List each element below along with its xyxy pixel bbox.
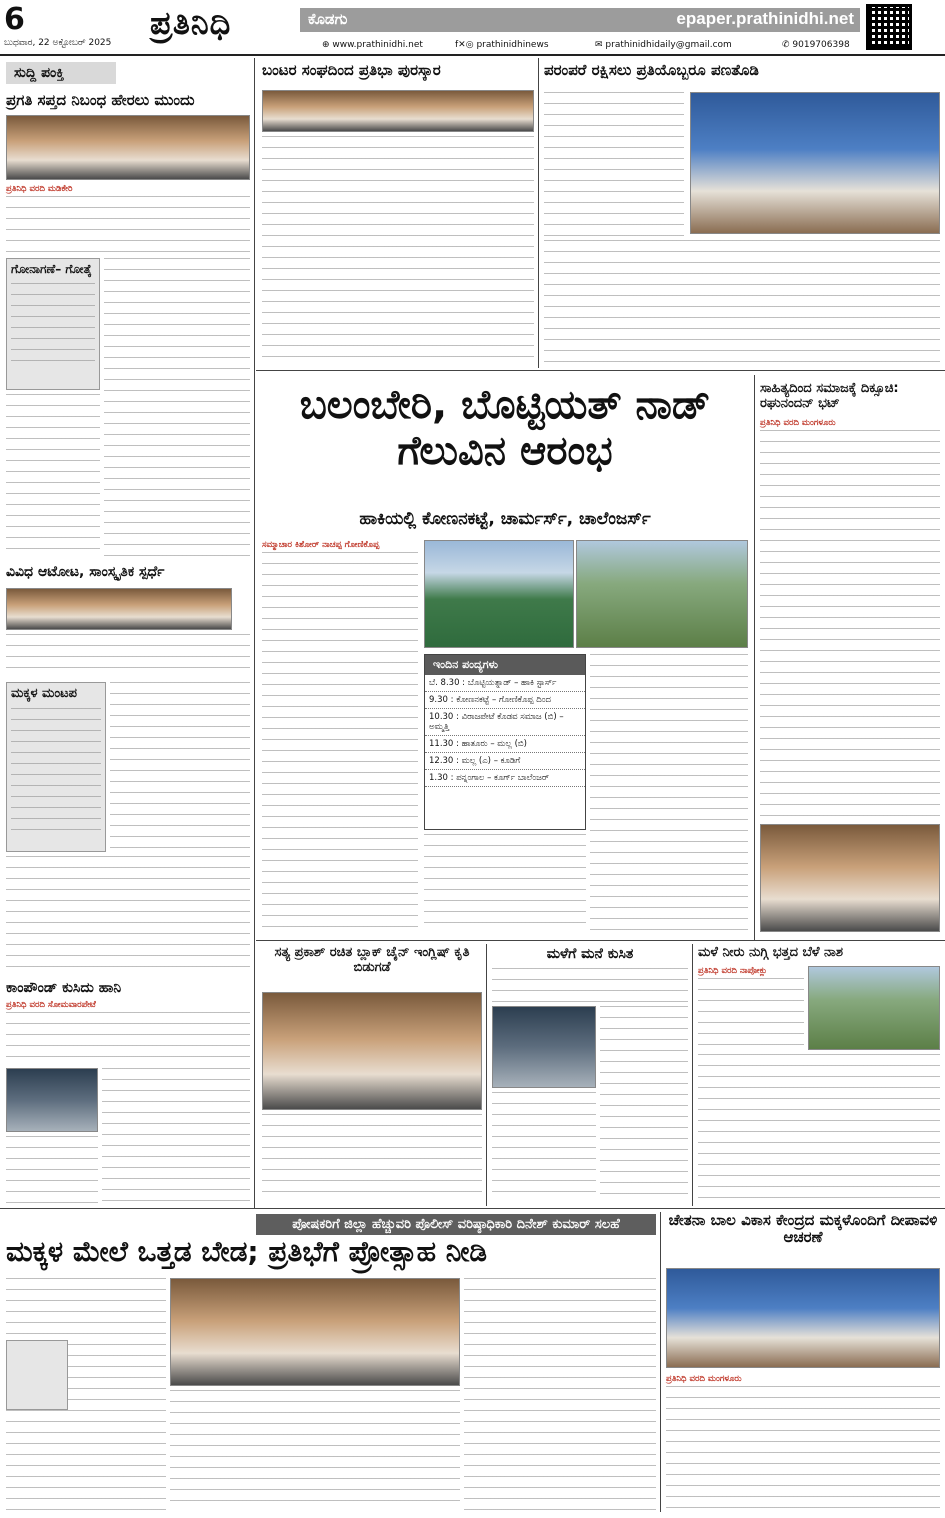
page-number: 6 [4,2,25,37]
story3-photo [6,1068,98,1132]
crop-loss-photo [808,966,940,1050]
website-link[interactable]: ⊕ www.prathinidhi.net [322,40,423,50]
lead-photo-left [424,540,574,648]
kids-box-title: ಮಕ್ಕಳ ಮಂಟಪ [11,686,77,701]
story3-headline[interactable]: ಕಾಂಪೌಂಡ್ ಕುಸಿದು ಹಾನಿ [6,980,122,996]
house-collapse-photo [492,1006,596,1088]
deepavali-photo [666,1268,940,1368]
story2-headline[interactable]: ವಿವಿಧ ಆಟೋಟ, ಸಾಂಸ್ಕೃತಿಕ ಸ್ಪರ್ಧೆ [6,564,165,580]
right-story-headline[interactable]: ಸಾಹಿತ್ಯದಿಂದ ಸಮಾಜಕ್ಕೆ ದಿಕ್ಸೂಚಿ: ರಘುನಂದನ್ ಭಟ್ [760,381,899,411]
lead-headline[interactable]: ಬಲಂಬೇರಿ, ಬೊಟ್ಟಿಯತ್ ನಾಡ್ ಗೆಲುವಿನ ಆರಂಭ [299,382,711,474]
crop-loss-byline: ಪ್ರತಿನಿಧಿ ವರದಿ ನಾಪೋಕ್ಲು [698,966,768,976]
fixture-item: 1.30 : ಪನ್ನಂಗಾಲ – ಕೂರ್ಗ್ ಬಾಲೆಂಜರ್ [425,770,585,787]
right-story-byline: ಪ್ರತಿನಿಧಿ ವರದಿ ಮಂಗಳೂರು [760,418,836,428]
fixture-item: 11.30 : ಹಾತೂರು – ಮಲ್ಲ (ಬಿ) [425,736,585,753]
deepavali-headline[interactable]: ಚೇತನಾ ಬಾಲ ವಿಕಾಸ ಕೇಂದ್ರದ ಮಕ್ಕಳೊಂದಿಗೆ ದೀಪಾವಳಿ ಆಚರಣೆ [668,1211,938,1247]
deepavali-byline: ಪ್ರತಿನಿಧಿ ವರದಿ ಮಂಗಳೂರು [666,1374,742,1384]
masthead [0,0,945,56]
issue-date: ಬುಧವಾರ, 22 ಅಕ್ಟೋಬರ್ 2025 [4,38,112,48]
story1-byline: ಪ್ರತಿನಿಧಿ ವರದಿ ಮಡಿಕೇರಿ [6,184,73,194]
quote-box [6,1340,68,1410]
book-release-photo [262,992,482,1110]
house-collapse-headline[interactable]: ಮಳೆಗೆ ಮನೆ ಕುಸಿತ [546,946,634,962]
section-badge: ಸುದ್ದಿ ಪಂಕ್ತಿ [6,62,116,84]
fixture-item: ಬೆ. 8.30 : ಬೊಟ್ಟಿಯತ್ನಾಡ್ – ಹಾಕಿ ಸ್ಟಾರ್ಸ್ [425,675,585,692]
phone-number: ✆ 9019706398 [782,40,850,50]
qr-code-icon[interactable] [866,4,912,50]
kids-corner-box [6,682,106,852]
bunt-story-photo [262,90,534,132]
epaper-url[interactable]: epaper.prathinidhi.net [660,8,860,32]
sidebar-title: ಗೋನಾಗಣೆ– ಗೋತ್ಕೆ [11,262,92,276]
story3-byline: ಪ್ರತಿನಿಧಿ ವರದಿ ಸೋಮವಾರಪೇಟೆ [6,1000,96,1010]
newspaper-logo: ಪ್ರತಿನಿಧಿ [150,4,232,42]
bottom-banner: ಪೋಷಕರಿಗೆ ಜಿಲ್ಲಾ ಹೆಚ್ಚುವರಿ ಪೊಲೀಸ್ ವರಿಷ್ಠಾಧಿಕಾರಿ ದಿನೇಶ್ ಕುಮಾರ್ ಸಲಹೆ [256,1214,656,1235]
story2-photo [6,588,232,630]
bunt-story-headline[interactable]: ಬಂಟರ ಸಂಘದಿಂದ ಪ್ರತಿಭಾ ಪುರಸ್ಕಾರ [262,61,441,79]
lead-subhead: ಹಾಕಿಯಲ್ಲಿ ಕೋಣನಕಟ್ಟೆ, ಚಾರ್ಮರ್ಸ್, ಚಾಲೆಂಜರ್ಸ್ [359,509,651,529]
tradition-story-headline[interactable]: ಪರಂಪರೆ ರಕ್ಷಿಸಲು ಪ್ರತಿಯೊಬ್ಬರೂ ಪಣತೊಡಿ [544,61,759,79]
fixtures-title: ಇಂದಿನ ಪಂದ್ಯಗಳು [425,655,585,675]
fixture-item: 12.30 : ಮಲ್ಲ (ಎ) – ಕೂಡಿಗೆ [425,753,585,770]
story1-photo [6,115,250,180]
fixtures-box [424,654,586,830]
story1-headline[interactable]: ಪ್ರಗತಿ ಸಪ್ತದ ನಿಬಂಧ ಹೇರಲು ಮುಂದು [6,91,195,109]
fixtures-list [425,675,585,787]
bottom-headline[interactable]: ಮಕ್ಕಳ ಮೇಲೆ ಒತ್ತಡ ಬೇಡ; ಪ್ರತಿಭೆಗೆ ಪ್ರೋತ್ಸಾಹ ನೀಡಿ [6,1235,488,1268]
crop-loss-headline[interactable]: ಮಳೆ ನೀರು ನುಗ್ಗಿ ಭತ್ತದ ಬೆಳೆ ನಾಶ [698,945,843,960]
tradition-story-photo [690,92,940,234]
social-handle[interactable]: f✕◎ prathinidhinews [455,40,549,50]
fixture-item: 9.30 : ಕೋಣನಕಟ್ಟೆ – ಗೋಣಿಕೊಪ್ಪ ದಿಂದ [425,692,585,709]
right-story-photo [760,824,940,932]
book-release-headline[interactable]: ಸತ್ಯ ಪ್ರಕಾಶ್ ರಚಿತ ಬ್ಲಾಕ್ ಚೈನ್ ಇಂಗ್ಲಿಷ್ ಕೃತಿ ಬಿಡುಗಡೆ [274,945,470,975]
lead-photo-right [576,540,748,648]
lead-byline: ಸಮ್ಮಾಚಾರ ಕಿಶೋರ್ ನಾಚಪ್ಪ ಗೋಣಿಕೊಪ್ಪ [262,540,380,550]
fixture-item: 10.30 : ವಿರಾಜಪೇಟೆ ಕೊಡವ ಸಮಾಜ (ಬಿ) – ಅಮ್ಮತ್ತಿ [425,709,585,736]
sidebar-box [6,258,100,390]
district-label: ಕೊಡಗು [300,8,660,32]
bottom-photo [170,1278,460,1386]
email-link[interactable]: ✉ prathinidhidaily@gmail.com [595,40,732,50]
